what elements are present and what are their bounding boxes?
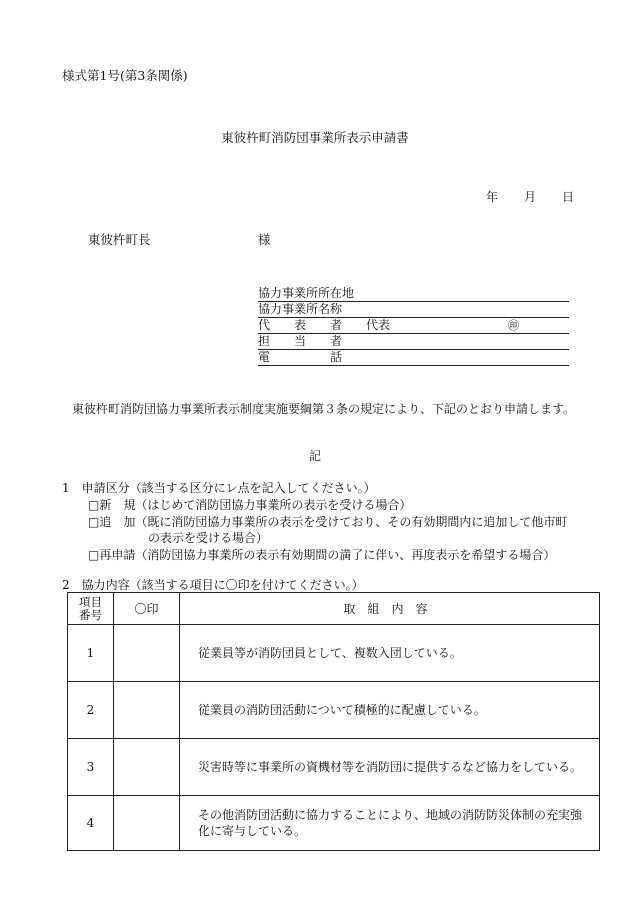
- row-content: 災害時等に事業所の資機材等を消防団に提供するなど協力をしている。: [180, 739, 600, 796]
- seal-icon: ㊞: [508, 319, 519, 332]
- header-mark: 〇印: [114, 593, 180, 625]
- cooperation-table: [67, 592, 600, 851]
- row-mark-cell[interactable]: [114, 796, 180, 851]
- applicant-location-row[interactable]: [258, 286, 569, 302]
- option-new[interactable]: □新 規（はじめて消防団協力事業所の表示を受ける場合）: [88, 498, 412, 512]
- ki-heading: 記: [308, 449, 321, 463]
- header-content: 取 組 内 容: [180, 593, 600, 625]
- applicant-block: [258, 286, 569, 366]
- applicant-representative-label: 代 表 者: [258, 318, 343, 332]
- option-additional-cont: の表示を受ける場合）: [148, 531, 269, 545]
- applicant-name-label: 協力事業所名称: [258, 302, 343, 316]
- applicant-person-row[interactable]: [258, 334, 569, 350]
- date-line: [486, 188, 574, 205]
- form-number: 様式第1号(第3条関係): [62, 68, 188, 83]
- table-row: [68, 739, 600, 796]
- row-mark-cell[interactable]: [114, 739, 180, 796]
- addressee-honorific: 様: [258, 232, 271, 247]
- table-row: [68, 682, 600, 739]
- row-number: 2: [68, 682, 114, 739]
- date-year: 年: [486, 190, 499, 204]
- row-number: 1: [68, 625, 114, 682]
- table-row: [68, 796, 600, 851]
- option-additional[interactable]: □追 加（既に消防団協力事業所の表示を受けており、その有効期間内に追加して他市町: [88, 515, 568, 529]
- date-day: 日: [562, 190, 575, 204]
- applicant-name-row[interactable]: [258, 302, 569, 318]
- row-mark-cell[interactable]: [114, 682, 180, 739]
- applicant-phone-label: 電 話: [258, 350, 343, 364]
- applicant-location-label: 協力事業所所在地: [258, 286, 355, 300]
- section1-heading: 1 申請区分（該当する区分にレ点を記入してください。）: [62, 481, 376, 495]
- option-reapply[interactable]: □再申請（消防団協力事業所の表示有効期間の満了に伴い、再度表示を希望する場合）: [88, 548, 556, 562]
- row-content: 従業員の消防団活動について積極的に配慮している。: [180, 682, 600, 739]
- applicant-representative-sub: 代表: [366, 318, 391, 332]
- table-row: [68, 625, 600, 682]
- row-content: その他消防団活動に協力することにより、地域の消防防災体制の充実強化に寄与している。: [180, 796, 600, 851]
- applicant-person-label: 担 当 者: [258, 334, 343, 348]
- document-title: 東彼杵町消防団事業所表示申請書: [221, 130, 409, 145]
- row-number: 3: [68, 739, 114, 796]
- header-item-number: 項目 番号: [68, 593, 114, 625]
- addressee-name: 東彼杵町長: [88, 232, 151, 247]
- table-header-row: [68, 593, 600, 625]
- row-content: 従業員等が消防団員として、複数入団している。: [180, 625, 600, 682]
- date-month: 月: [524, 190, 537, 204]
- body-text: 東彼杵町消防団協力事業所表示制度実施要綱第３条の規定により、下記のとおり申請します。: [72, 402, 576, 416]
- row-mark-cell[interactable]: [114, 625, 180, 682]
- applicant-phone-row[interactable]: [258, 350, 569, 366]
- section2-heading: 2 協力内容（該当する項目に〇印を付けてください。）: [62, 578, 364, 592]
- applicant-representative-row[interactable]: [258, 318, 569, 334]
- row-number: 4: [68, 796, 114, 851]
